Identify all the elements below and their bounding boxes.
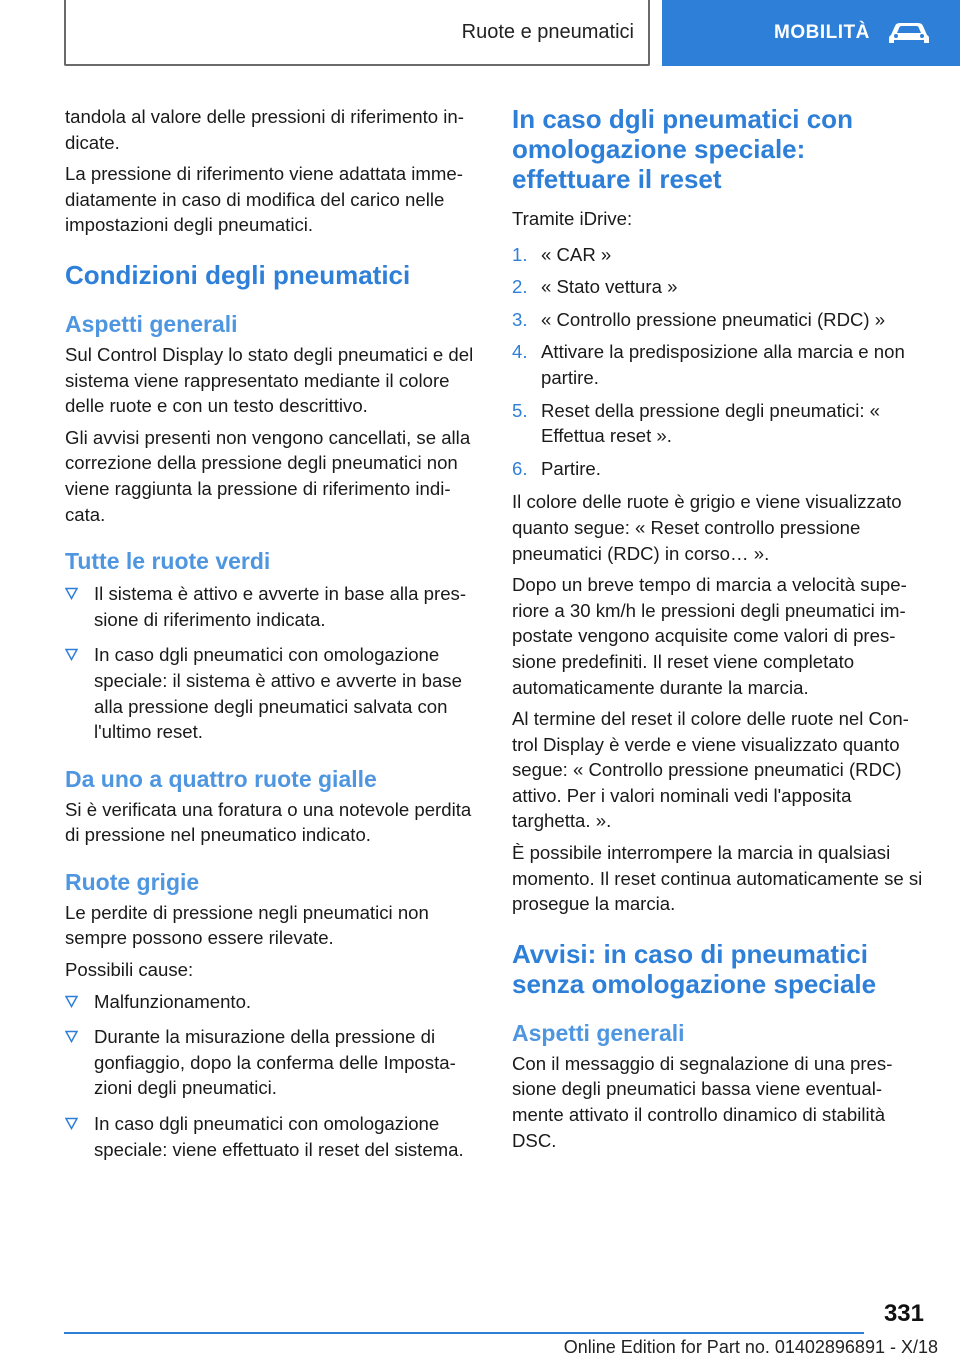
paragraph: Dopo un breve tempo di marcia a velocità superiore a 30 km/h le pressioni degli pneumatici impostate vengono acquisite come valori di pressione predefiniti. Il reset viene completato automaticamente durante la marcia. <box>512 574 907 698</box>
list-item: 2. « Stato vettura » <box>512 274 927 300</box>
list-item: 6. Partire. <box>512 456 927 482</box>
footer-divider <box>64 1332 864 1334</box>
header-chapter-title: MOBILITÀ <box>774 22 870 43</box>
list-item: 3. « Controllo pressione pneumatici (RDC) » <box>512 307 927 333</box>
footer-edition: Online Edition for Part no. 01402896891 - X/18 <box>563 1337 938 1357</box>
paragraph: Si è verificata una foratura o una notevole perdita di pressione nel pneumatico indicato. <box>65 798 472 846</box>
paragraph: Possibili cause: <box>65 959 194 981</box>
header-section-tab <box>64 0 650 66</box>
paragraph: Al termine del reset il colore delle ruote nel Control Display è verde e viene visualizzato quanto segue: « Controllo pressione pneumatici (RDC) attivo. Per i valori nominali vedi l'apposita targhetta. ». <box>512 708 909 832</box>
list-item: In caso dgli pneumatici con omologazione speciale: viene effettuato il reset del sistema. <box>65 1111 480 1162</box>
subheading-ruote-gialle: Da uno a quattro ruote gialle <box>65 765 377 792</box>
list-item: 5. Reset della pressione degli pneumatici: « Effettua reset ». <box>512 399 881 447</box>
step-number: 3. <box>512 308 528 330</box>
heading-reset: In caso dgli pneumatici con omologazione speciale: effettuare il reset <box>512 104 853 194</box>
verdi-list <box>65 581 480 745</box>
paragraph: Sul Control Display lo stato degli pneumatici e del sistema viene rappresentato mediante il colore delle ruote e con un testo descrittivo. <box>65 343 474 417</box>
header-section-title: Ruote e pneumatici <box>461 20 634 43</box>
header-chapter-tab <box>662 0 960 66</box>
paragraph: Le perdite di pressione negli pneumatici non sempre possono essere rilevate. <box>65 901 429 949</box>
list-item: 4. Attivare la predisposizione alla marcia e non partire. <box>512 341 905 388</box>
steps-list <box>512 242 927 482</box>
paragraph: Tramite iDrive: <box>512 208 633 229</box>
paragraph: Gli avvisi presenti non vengono cancellati, se alla correzione della pressione degli pneumatici non viene raggiunta la pressione di riferimento indicata. <box>65 426 471 525</box>
cause-list <box>65 989 480 1163</box>
step-number: 5. <box>512 399 528 421</box>
triangle-bullet-icon <box>65 1117 78 1130</box>
paragraph: tandola al valore delle pressioni di riferimento indicate. <box>65 106 464 153</box>
subheading-ruote-grigie: Ruote grigie <box>65 868 200 895</box>
step-number: 4. <box>512 341 528 363</box>
triangle-bullet-icon <box>65 1030 78 1043</box>
triangle-bullet-icon <box>65 648 78 661</box>
paragraph: La pressione di riferimento viene adattata immediatamente in caso di modifica del carico nelle impostazioni degli pneumatici. <box>65 163 463 236</box>
subheading-ruote-verdi: Tutte le ruote verdi <box>65 548 271 575</box>
heading-avvisi: Avvisi: in caso di pneumatici senza omologazione speciale <box>512 938 877 999</box>
heading-condizioni: Condizioni degli pneumatici <box>65 259 411 290</box>
paragraph: Il colore delle ruote è grigio e viene visualizzato quanto segue: « Reset controllo pressione pneumatici (RDC) in corso… ». <box>512 491 902 564</box>
step-number: 6. <box>512 457 528 479</box>
triangle-bullet-icon <box>65 587 78 600</box>
step-number: 2. <box>512 276 528 298</box>
list-item: Malfunzionamento. <box>65 989 480 1015</box>
list-item: Il sistema è attivo e avverte in base alla pressione di riferimento indicata. <box>65 581 480 632</box>
list-item: Durante la misurazione della pressione di gonfiaggio, dopo la conferma delle Impostazioni degli pneumatici. <box>65 1024 480 1101</box>
paragraph: È possibile interrompere la marcia in qualsiasi momento. Il reset continua automaticamente se si prosegue la marcia. <box>512 842 923 915</box>
car-icon <box>888 20 930 46</box>
list-item: In caso dgli pneumatici con omologazione speciale: il sistema è attivo e avverte in base alla pressione degli pneumatici salvata con l'ultimo reset. <box>65 642 480 744</box>
page-number: 331 <box>883 1300 924 1327</box>
paragraph: Con il messaggio di segnalazione di una pressione degli pneumatici bassa viene eventualmente attivato il controllo dinamico di stabilità DSC. <box>512 1052 893 1151</box>
step-number: 1. <box>512 243 528 265</box>
left-column <box>65 104 480 1172</box>
triangle-bullet-icon <box>65 995 78 1008</box>
subheading-aspetti-generali: Aspetti generali <box>512 1019 685 1046</box>
right-column <box>512 104 927 1159</box>
subheading-aspetti-generali: Aspetti generali <box>65 310 238 337</box>
list-item: 1. « CAR » <box>512 242 927 268</box>
